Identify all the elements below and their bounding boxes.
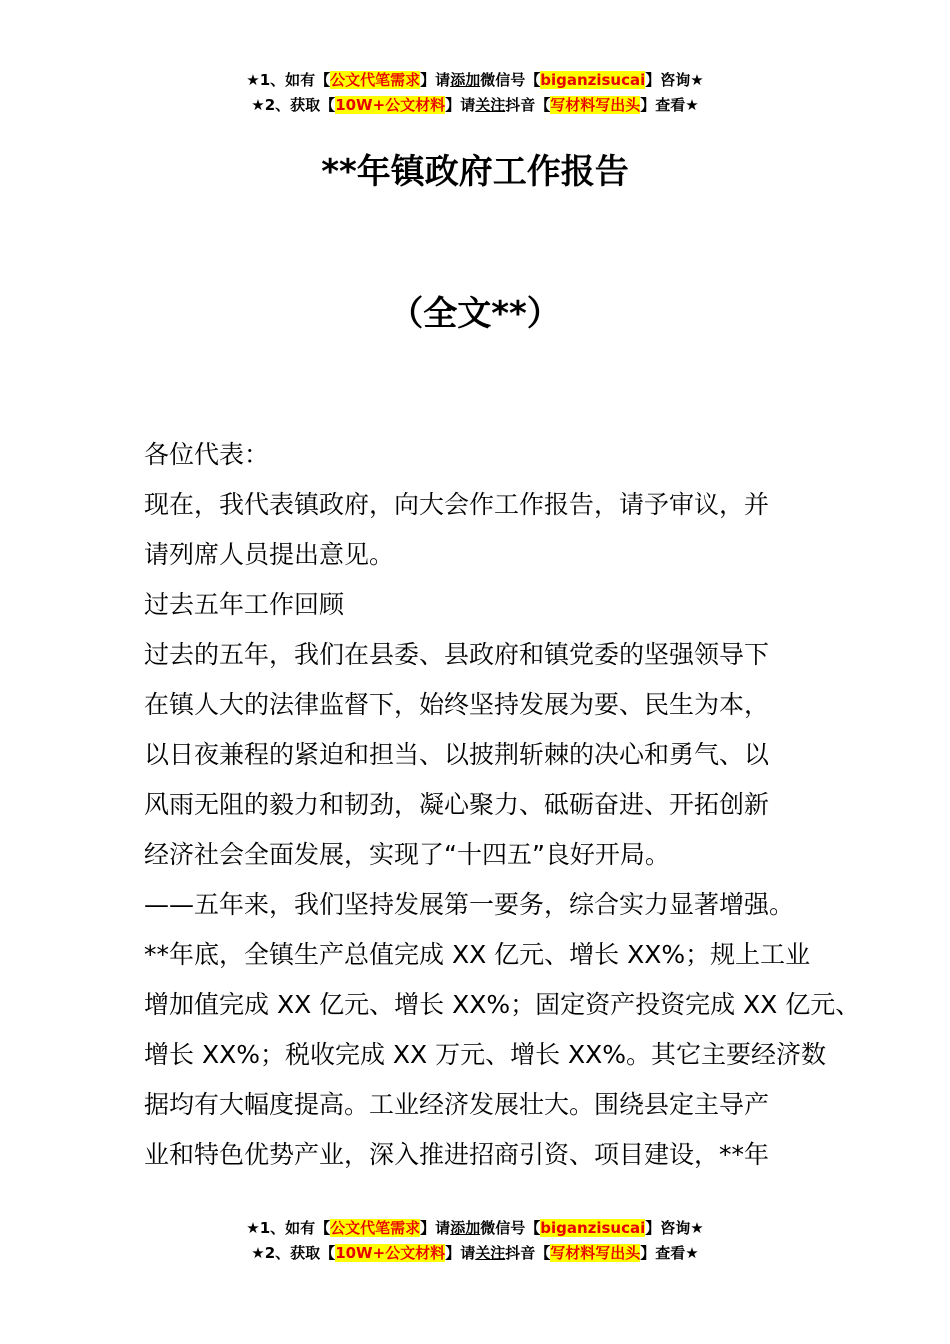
promo-highlight: 公文代笔需求	[330, 71, 421, 89]
body-line: 经济社会全面发展，实现了“十四五”良好开局。	[144, 840, 670, 869]
promo-text: ★2、获取【	[251, 96, 336, 114]
body-line: 请列席人员提出意见。	[144, 540, 395, 569]
promo-line-1	[0, 68, 950, 93]
body-line: 各位代表：	[144, 440, 270, 469]
promo-text: 】请	[420, 71, 451, 89]
body-line: ——五年来，我们坚持发展第一要务，综合实力显著增强。	[144, 890, 795, 919]
promo-text: 】请	[445, 96, 476, 114]
promo-text: 】请	[420, 1219, 451, 1237]
body-line: 增加值完成 XX 亿元、增长 XX%；固定资产投资完成 XX 亿元、	[144, 990, 861, 1019]
promo-emphasis: 关注	[475, 1244, 506, 1262]
body-line: 过去的五年，我们在县委、县政府和镇党委的坚强领导下	[144, 640, 770, 669]
body-line: 现在，我代表镇政府，向大会作工作报告，请予审议，并	[144, 490, 770, 519]
promo-highlight: 10W+公文材料	[335, 1244, 446, 1262]
body-line: 增长 XX%；税收完成 XX 万元、增长 XX%。其它主要经济数	[144, 1040, 827, 1069]
promo-text: 】请	[445, 1244, 476, 1262]
top-promo-banner	[0, 68, 950, 118]
promo-highlight-wechat-id: biganzisucai	[540, 71, 646, 89]
promo-highlight-douyin: 写材料写出头	[550, 1244, 641, 1262]
body-line: 据均有大幅度提高。工业经济发展壮大。围绕县定主导产	[144, 1090, 770, 1119]
body-line: **年底，全镇生产总值完成 XX 亿元、增长 XX%；规上工业	[144, 940, 811, 969]
promo-text: 微信号【	[480, 71, 541, 89]
promo-highlight: 10W+公文材料	[335, 96, 446, 114]
promo-line-2	[0, 93, 950, 118]
document-subtitle: （全文**）	[389, 294, 561, 334]
document-body	[144, 430, 861, 1180]
promo-text: 】咨询★	[645, 71, 704, 89]
promo-emphasis: 添加	[450, 71, 481, 89]
promo-text: ★1、如有【	[246, 1219, 331, 1237]
promo-text: 】咨询★	[645, 1219, 704, 1237]
promo-text: 抖音【	[505, 1244, 551, 1262]
promo-highlight-douyin: 写材料写出头	[550, 96, 641, 114]
bottom-promo-banner	[0, 1216, 950, 1266]
promo-line-1	[0, 1216, 950, 1241]
promo-line-2	[0, 1241, 950, 1266]
section-heading: 过去五年工作回顾	[144, 590, 345, 619]
promo-text: 】查看★	[640, 1244, 699, 1262]
promo-text: 抖音【	[505, 96, 551, 114]
promo-text: 微信号【	[480, 1219, 541, 1237]
promo-highlight: 公文代笔需求	[330, 1219, 421, 1237]
promo-highlight-wechat-id: biganzisucai	[540, 1219, 646, 1237]
body-line: 业和特色优势产业，深入推进招商引资、项目建设，**年	[144, 1140, 770, 1169]
body-line: 风雨无阻的毅力和韧劲，凝心聚力、砥砺奋进、开拓创新	[144, 790, 770, 819]
body-line: 以日夜兼程的紧迫和担当、以披荆斩棘的决心和勇气、以	[144, 740, 770, 769]
promo-emphasis: 添加	[450, 1219, 481, 1237]
promo-text: 】查看★	[640, 96, 699, 114]
promo-emphasis: 关注	[475, 96, 506, 114]
document-title: **年镇政府工作报告	[321, 152, 629, 192]
promo-text: ★2、获取【	[251, 1244, 336, 1262]
body-line: 在镇人大的法律监督下，始终坚持发展为要、民生为本，	[144, 690, 770, 719]
promo-text: ★1、如有【	[246, 71, 331, 89]
